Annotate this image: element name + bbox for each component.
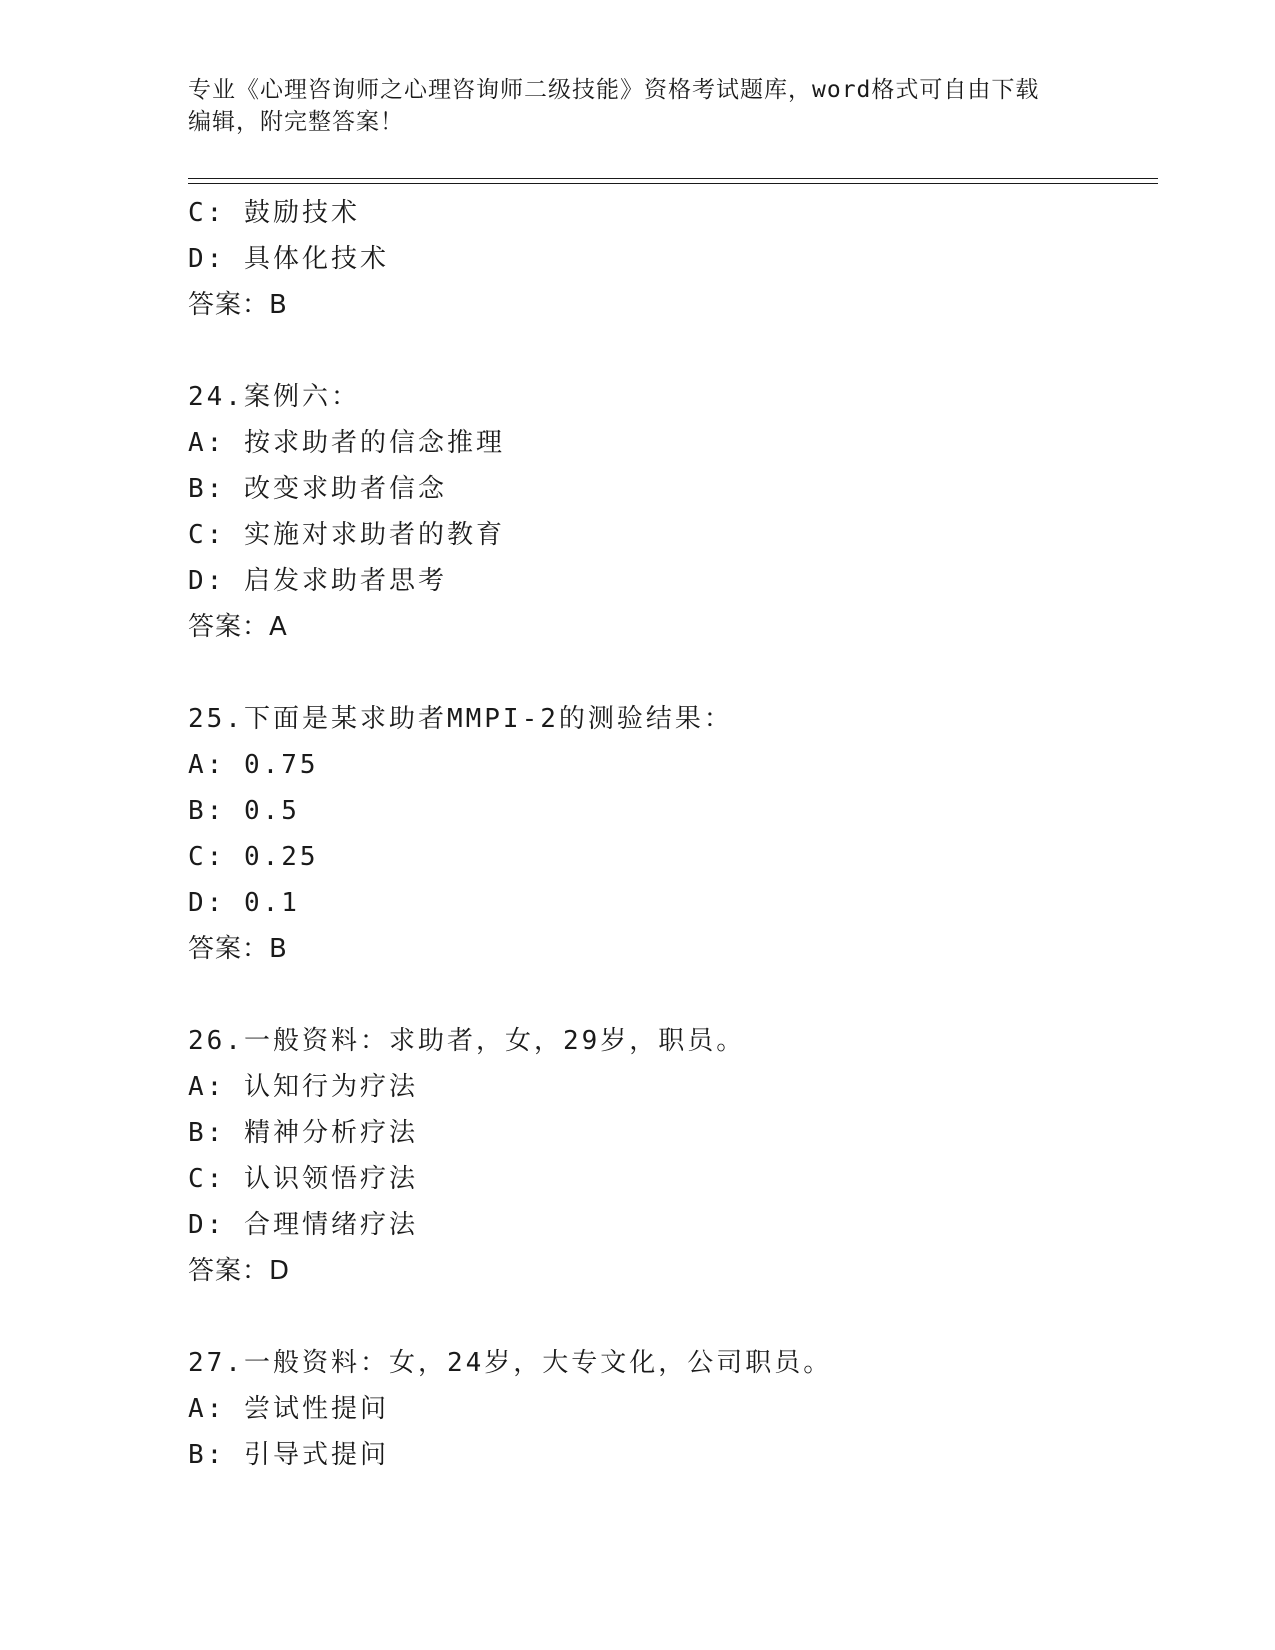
question-block-25 [188,696,1158,972]
option-c: C: 0.25 [188,842,319,872]
question-title: 27.一般资料：女，24岁，大专文化，公司职员。 [188,1348,833,1378]
answer-line: 答案：D [188,1256,291,1286]
question-block-continuation [188,190,1158,328]
option-d: D: 合理情绪疗法 [188,1210,418,1240]
document-header [188,74,1088,138]
option-c: C: 鼓励技术 [188,198,360,228]
question-title: 24.案例六： [188,382,360,412]
question-list [188,190,1158,1478]
spacer [188,972,1158,1018]
header-divider-top [188,178,1158,179]
question-block-27 [188,1340,1158,1478]
option-c: C: 认识领悟疗法 [188,1164,418,1194]
option-b: B: 精神分析疗法 [188,1118,418,1148]
header-line-2: 编辑，附完整答案！ [188,109,404,135]
question-block-24 [188,374,1158,650]
question-title: 26.一般资料：求助者，女，29岁，职员。 [188,1026,746,1056]
option-d: D: 启发求助者思考 [188,566,447,596]
option-a: A: 按求助者的信念推理 [188,428,505,458]
header-divider-bottom [188,183,1158,184]
question-block-26 [188,1018,1158,1294]
option-d: D: 0.1 [188,888,300,918]
option-c: C: 实施对求助者的教育 [188,520,505,550]
option-b: B: 0.5 [188,796,300,826]
answer-line: 答案：B [188,290,288,320]
question-title: 25.下面是某求助者MMPI-2的测验结果： [188,704,733,734]
option-b: B: 改变求助者信念 [188,474,447,504]
spacer [188,1294,1158,1340]
option-a: A: 认知行为疗法 [188,1072,418,1102]
option-a: A: 尝试性提问 [188,1394,389,1424]
option-b: B: 引导式提问 [188,1440,389,1470]
answer-line: 答案：B [188,934,288,964]
option-a: A: 0.75 [188,750,319,780]
spacer [188,328,1158,374]
answer-line: 答案：A [188,612,288,642]
header-line-1: 专业《心理咨询师之心理咨询师二级技能》资格考试题库，word格式可自由下载 [188,77,1040,103]
option-d: D: 具体化技术 [188,244,389,274]
spacer [188,650,1158,696]
